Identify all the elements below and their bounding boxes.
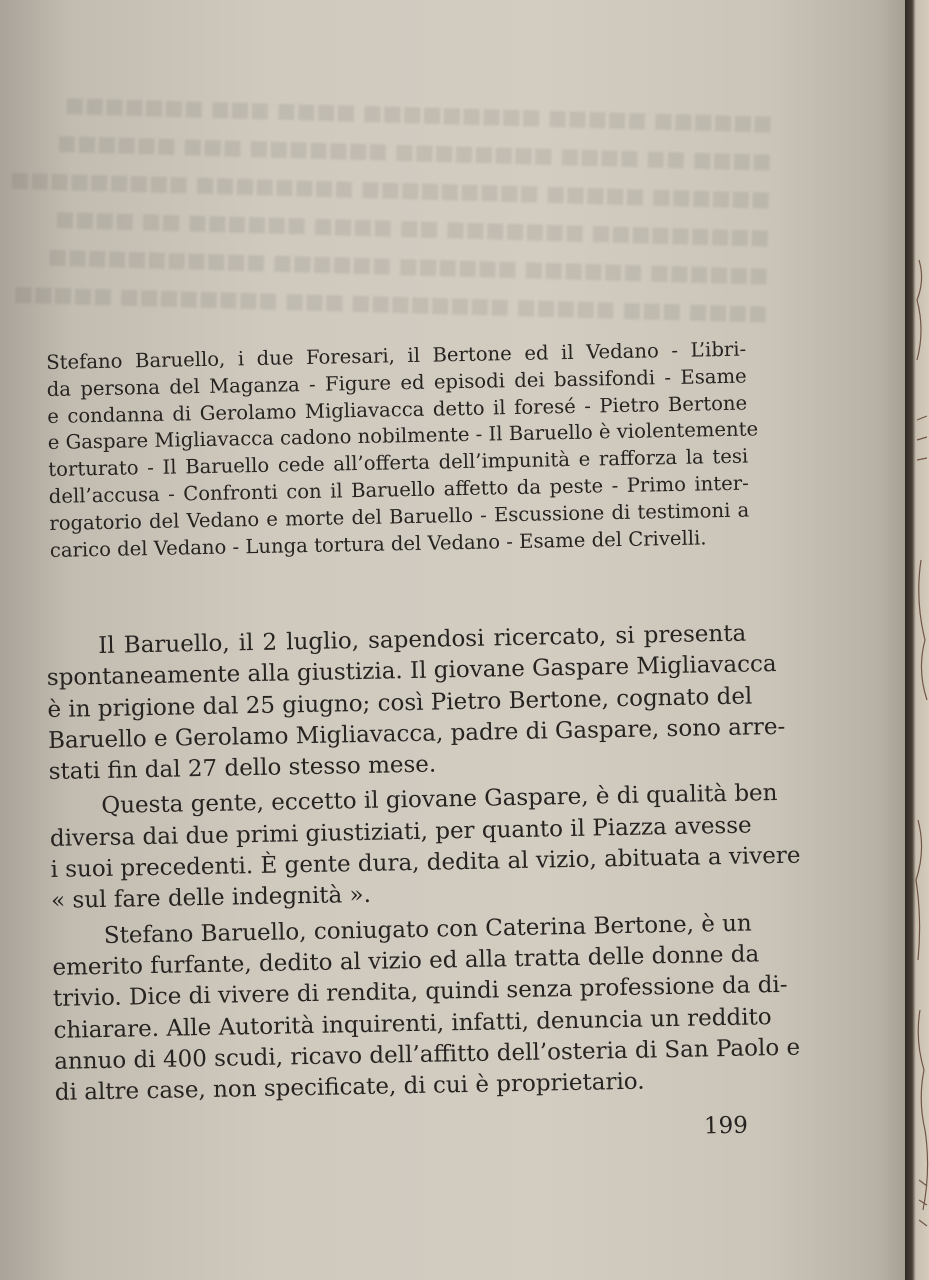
summary-line: torturato - Il Baruello cede all’offerta dell’impunità e rafforza la tesi (48, 444, 749, 482)
summary-line: e Gaspare Migliavacca cadono nobilmente - Il Baruello è violentemente (47, 417, 759, 455)
body-line: chiarare. Alle Autorità inquirenti, infatti, denuncia un reddito (53, 1003, 772, 1044)
body-line: stati fin dal 27 dello stesso mese. (48, 751, 437, 786)
body-line: diversa dai due primi giustiziati, per quanto il Piazza avesse (49, 812, 752, 852)
body-text (46, 619, 801, 1110)
body-line: Baruello e Gerolamo Migliavacca, padre di Gaspare, sono arre- (47, 713, 786, 754)
body-line: « sul fare delle indegnità ». (50, 882, 372, 915)
body-line: Il Baruello, il 2 luglio, sapendosi ricercato, si presenta (98, 620, 747, 659)
summary-line: Stefano Baruello, i due Foresari, il Bertone ed il Vedano - L’ibri- (46, 337, 747, 374)
body-line: Questa gente, eccetto il giovane Gaspare, è di qualità ben (101, 780, 778, 820)
body-line: annuo di 400 scudi, ricavo dell’affitto dell’osteria di San Paolo e (54, 1034, 801, 1075)
summary-line: rogatorio del Vedano e morte del Baruello - Escussione di testimoni a (49, 498, 750, 535)
body-line: trivio. Dice di vivere di rendita, quindi senza professione da di- (52, 972, 788, 1013)
summary-line: da persona del Maganza - Figure ed episodi dei bassifondi - Esame (46, 364, 747, 401)
body-line: Stefano Baruello, coniugato con Caterina Bertone, è un (103, 910, 752, 949)
body-line: i suoi precedenti. È gente dura, dedita al vizio, abituata a vivere (50, 842, 801, 884)
summary-line: e condanna di Gerolamo Migliavacca detto il foresé - Pietro Bertone (47, 391, 748, 428)
summary-line: carico del Vedano - Lunga tortura del Vedano - Esame del Crivelli. (49, 525, 707, 562)
adjacent-page-illustration (905, 0, 929, 1280)
page-number: 199 (703, 1112, 749, 1140)
body-line: di altre case, non specificate, di cui è proprietario. (54, 1068, 645, 1107)
chapter-summary (46, 337, 759, 565)
summary-line: dell’accusa - Confronti con il Baruello affetto da peste - Primo inter- (48, 471, 749, 508)
body-line: spontaneamente alla giustizia. Il giovane Gaspare Migliavacca (46, 651, 777, 692)
show-through-text: ■■■■■■ ■■■■■ ■■■■■■■■■ ■■■■ ■■■ ■■■■■■■ ■■■■ ■■ ■■■■ ■■■■■■■■ ■■■■■■■ ■■■ ■■■■■■ ■■■■■■ ■■■■■ ■■■■■■■■■ ■■■■■■■■ ■■■■■■■■■ ■■■■■■■■■ ■■■■■■■ ■■ ■■■■ ■■■■■■ ■■ ■■■■ ■■■■■■ ■■■■■■ ■■■■■■ ■■■■■■ ■■■■■■■■■■■ ■■■■ ■■■ ■■■■■ ■■■■■■■■ ■■■ ■■■■■■■■ ■■■■■ (9, 92, 773, 326)
body-line: è in prigione dal 25 giugno; così Pietro Bertone, cognato del (47, 683, 753, 723)
body-line: emerito furfante, dedito al vizio ed alla tratta delle donne da (52, 941, 760, 981)
